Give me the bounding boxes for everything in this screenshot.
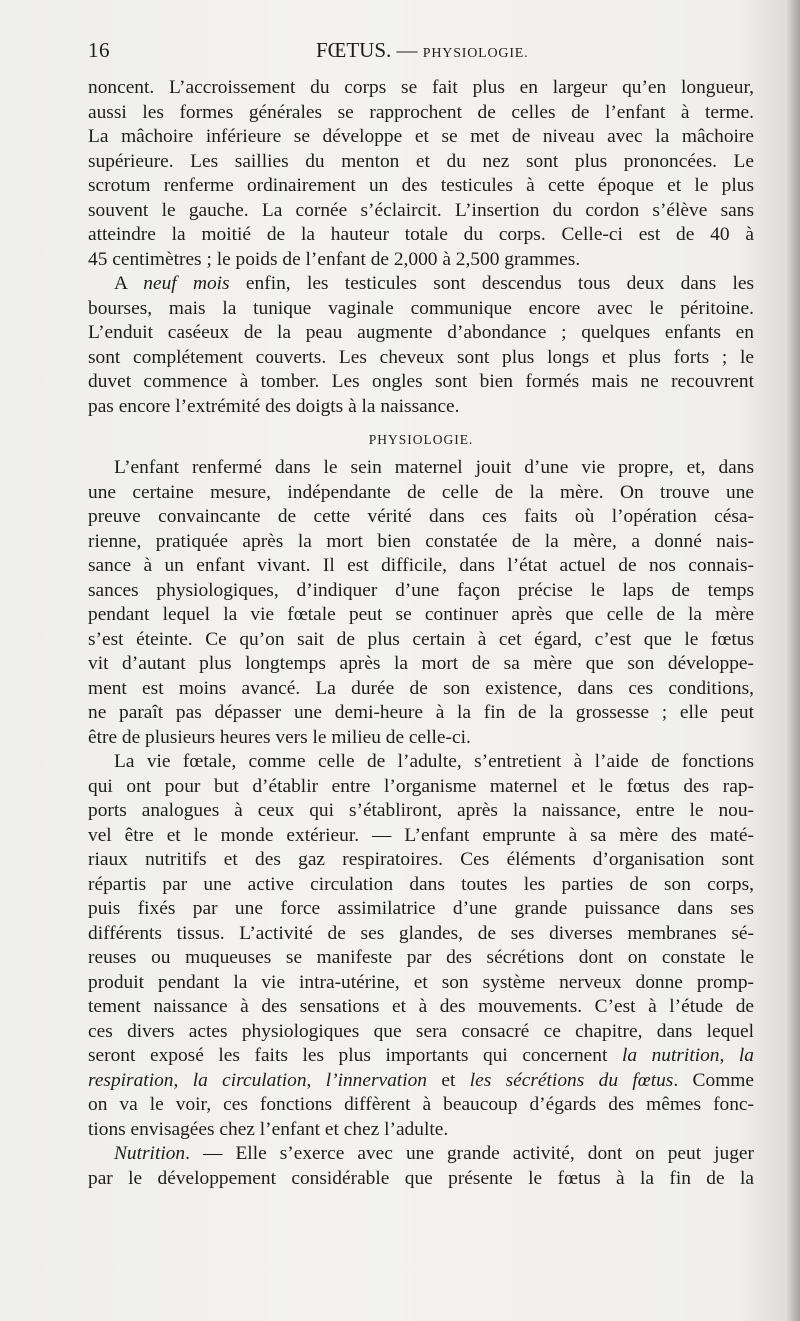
text-line: tement naissance à des sensations et à des mouvements. C’est à l’étude de: [88, 996, 754, 1017]
text-line: s’est éteinte. Ce qu’on sait de plus certain à cet égard, c’est que le fœtus: [88, 628, 754, 650]
text-line: riaux nutritifs et des gaz respiratoires. Ces éléments d’organisation sont: [88, 849, 754, 870]
text-segment: seront exposé les faits les plus importants qui concernent: [88, 1045, 622, 1066]
text-line: pas encore l’extrémité des doigts à la naissance.: [88, 395, 460, 417]
italic-text: Nutrition: [114, 1143, 186, 1164]
text-line: être de plusieurs heures vers le milieu de celle-ci.: [88, 726, 471, 748]
text-line: preuve convaincante de cette vérité dans ces faits où l’opération césa-: [88, 506, 754, 527]
text-line: noncent. L’accroissement du corps se fait plus en largeur qu’en longueur,: [88, 77, 754, 98]
body-text: [88, 76, 754, 1191]
text-segment: ,: [306, 1069, 326, 1091]
text-line: répartis par une active circulation dans toutes les parties de son corps,: [88, 873, 754, 895]
text-line: [88, 272, 754, 297]
text-line: [88, 1044, 754, 1069]
text-line: rienne, pratiquée après la mort bien constatée de la mère, a donné nais-: [88, 530, 754, 552]
text-line: reuses ou muqueuses se manifeste par des sécrétions dont on constate le: [88, 947, 754, 968]
italic-text: la nutrition: [621, 1045, 720, 1066]
italic-text: la: [738, 1045, 755, 1066]
text-line: L’enduit caséeux de la peau augmente d’abondance ; quelques enfants en: [88, 322, 754, 343]
section-heading: PHYSIOLOGIE.: [368, 432, 474, 447]
text-line: ces divers actes physiologiques que sera consacré ce chapitre, dans lequel: [88, 1020, 754, 1042]
text-line: puis fixés par une force assimilatrice d’une grande puissance dans ses: [88, 898, 754, 919]
page-header: [88, 38, 756, 68]
text-line: atteindre la moitié de la hauteur totale du corps. Celle-ci est de 40 à: [88, 224, 754, 245]
text-line: sances physiologiques, d’indiquer d’une façon précise le laps de temps: [88, 579, 754, 601]
text-line: ment est moins avancé. La durée de son existence, dans ces conditions,: [88, 677, 754, 699]
text-segment: ,: [719, 1045, 739, 1066]
text-segment: enfin, les testicules sont descendus tous deux dans les: [229, 273, 754, 294]
text-line: vel être et le monde extérieur. — L’enfant emprunte à sa mère des maté-: [88, 824, 754, 846]
text-line: aussi les formes générales se rapprochent de celles de l’enfant à terme.: [88, 101, 754, 123]
text-segment: . Comme: [673, 1069, 754, 1091]
running-head-subtitle: PHYSIOLOGIE.: [422, 46, 529, 61]
text-line: sance à un enfant vivant. Il est difficile, dans l’état actuel de nos connais-: [88, 555, 754, 576]
text-line: scrotum renferme ordinairement un des testicules à cette époque et le plus: [88, 175, 754, 196]
text-line: ports analogues à ceux qui s’établiront, après la naissance, entre le nou-: [88, 800, 754, 821]
text-segment: ,: [173, 1069, 193, 1091]
text-segment: et: [426, 1069, 470, 1091]
text-line: duvet commence à tomber. Les ongles sont bien formés mais ne recouvrent: [88, 371, 754, 392]
text-line: ne paraît pas dépasser une demi-heure à la fin de la grossesse ; elle peut: [88, 702, 754, 723]
page-edge-shadow: [786, 0, 800, 1321]
text-line: produit pendant la vie intra-utérine, et son système nerveux donne promp-: [88, 971, 754, 993]
text-line: sont complétement couverts. Les cheveux sont plus longs et plus forts ; le: [88, 346, 754, 368]
text-segment: . — Elle s’exerce avec une grande activité, dont on peut juger: [185, 1143, 754, 1164]
text-line: [88, 1142, 754, 1167]
text-line: [88, 1069, 754, 1094]
text-line: pendant lequel la vie fœtale peut se continuer après que celle de la mère: [88, 604, 754, 625]
italic-text: respiration: [88, 1069, 174, 1091]
text-line: différents tissus. L’activité de ses glandes, de ses diverses membranes sé-: [88, 922, 754, 944]
text-line: qui ont pour but d’établir entre l’organisme maternel et le fœtus des rap-: [88, 775, 754, 797]
italic-text: l’innervation: [325, 1069, 427, 1091]
text-line: supérieure. Les saillies du menton et du nez sont plus prononcées. Le: [88, 150, 754, 172]
italic-text: la circulation: [192, 1069, 307, 1091]
running-head: [316, 38, 528, 63]
text-line: on va le voir, ces fonctions diffèrent à beaucoup d’égards des mêmes fonc-: [88, 1094, 754, 1115]
text-line: souvent le gauche. La cornée s’éclaircit. L’insertion du cordon s’élève sans: [88, 199, 754, 221]
text-line: vit d’autant plus longtemps après la mort de sa mère que son développe-: [88, 653, 754, 674]
text-line: par le développement considérable que présente le fœtus à la fin de la: [88, 1167, 754, 1189]
page-number: 16: [88, 38, 110, 62]
text-line: 45 centimètres ; le poids de l’enfant de 2,000 à 2,500 grammes.: [88, 248, 581, 270]
text-line: bourses, mais la tunique vaginale communique encore avec le péritoine.: [88, 297, 754, 319]
text-line: une certaine mesure, indépendante de celle de la mère. On trouve une: [88, 481, 754, 503]
text-line: La vie fœtale, comme celle de l’adulte, s’entretient à l’aide de fonctions: [114, 751, 754, 772]
running-head-separator: —: [391, 38, 423, 62]
text-line: La mâchoire inférieure se développe et se met de niveau avec la mâchoire: [88, 126, 754, 147]
italic-text: neuf mois: [143, 273, 230, 294]
running-head-title: FŒTUS.: [316, 38, 392, 62]
text-line: tions envisagées chez l’enfant et chez l’adulte.: [88, 1118, 449, 1140]
text-line: L’enfant renfermé dans le sein maternel jouit d’une vie propre, et, dans: [114, 457, 754, 478]
text-segment: A: [114, 273, 144, 294]
italic-text: les sécrétions du fœtus: [469, 1069, 674, 1091]
